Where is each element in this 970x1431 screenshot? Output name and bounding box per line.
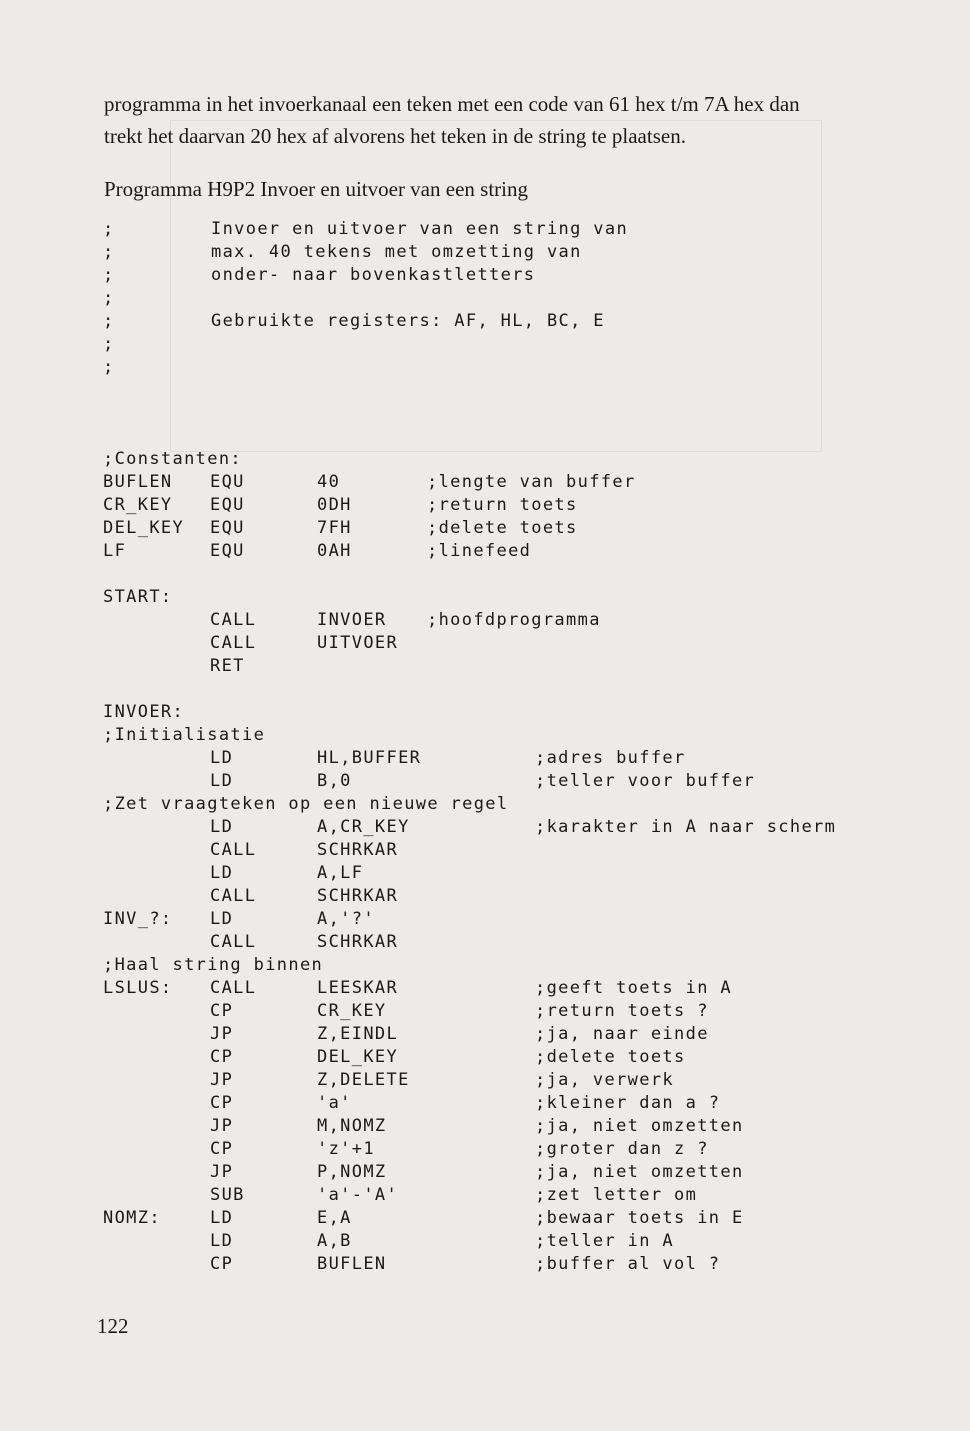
book-page: programma in het invoerkanaal een teken met een code van 61 hex t/m 7A hex dan trekt het daarvan 20 hex af alvorens het teken in de string te plaatsen. Programma H9P2 Invoer en uitvoer van een string ; Invoer en uitvoer van een string van ; max. 40 tekens met omzetting van ; onder- naar bovenkastletters ; ; Gebruikte registers: AF, HL, BC, E ; ; ;Constanten: BUFLEN EQU 40 ;lengte van buffer CR_KEY EQU 0DH ;return toets DEL_KEY EQU 7FH ;delete toets LF EQU 0AH ;linefeed START: CALL INVOER ;hoofdprogramma CALL UITVOER RET INVOER: ;Initialisatie LD HL,BUFFER ;adres buffer LD B,0 ;teller voor buffer ;Zet vraagteken op een nieuwe regel LD A,CR_KEY ;karakter in A naar scherm CALL SCHRKAR LD A,LF CALL SCHRKAR INV_?: LD A,'?' CALL SCHRKAR ;Haal string binnen LSLUS: CALL LEESKAR ;geeft toets in A CP CR_KEY ;return toets ? JP Z,EINDL ;ja, naar einde CP DEL_KEY ;delete toets JP Z,DELETE ;ja, verwerk CP 'a' ;kleiner dan a ? JP M,NOMZ ;ja, niet omzetten CP 'z'+1 ;groter dan z ? JP P,NOMZ ;ja, niet omzetten SUB 'a'-'A' ;zet letter om NOMZ: LD E,A ;bewaar toets in E LD A,B ;teller in A CP BUFLEN ;buffer al vol ? 122 (0, 0, 970, 1431)
intro-line-2: trekt het daarvan 20 hex af alvorens het teken in de string te plaatsen. (104, 124, 686, 148)
bleed-through-shadow (170, 120, 822, 452)
intro-paragraph (104, 88, 904, 152)
intro-line-1: programma in het invoerkanaal een teken met een code van 61 hex t/m 7A hex dan (104, 92, 800, 116)
page-number: 122 (97, 1314, 129, 1338)
program-heading: Programma H9P2 Invoer en uitvoer van een string (104, 177, 528, 201)
